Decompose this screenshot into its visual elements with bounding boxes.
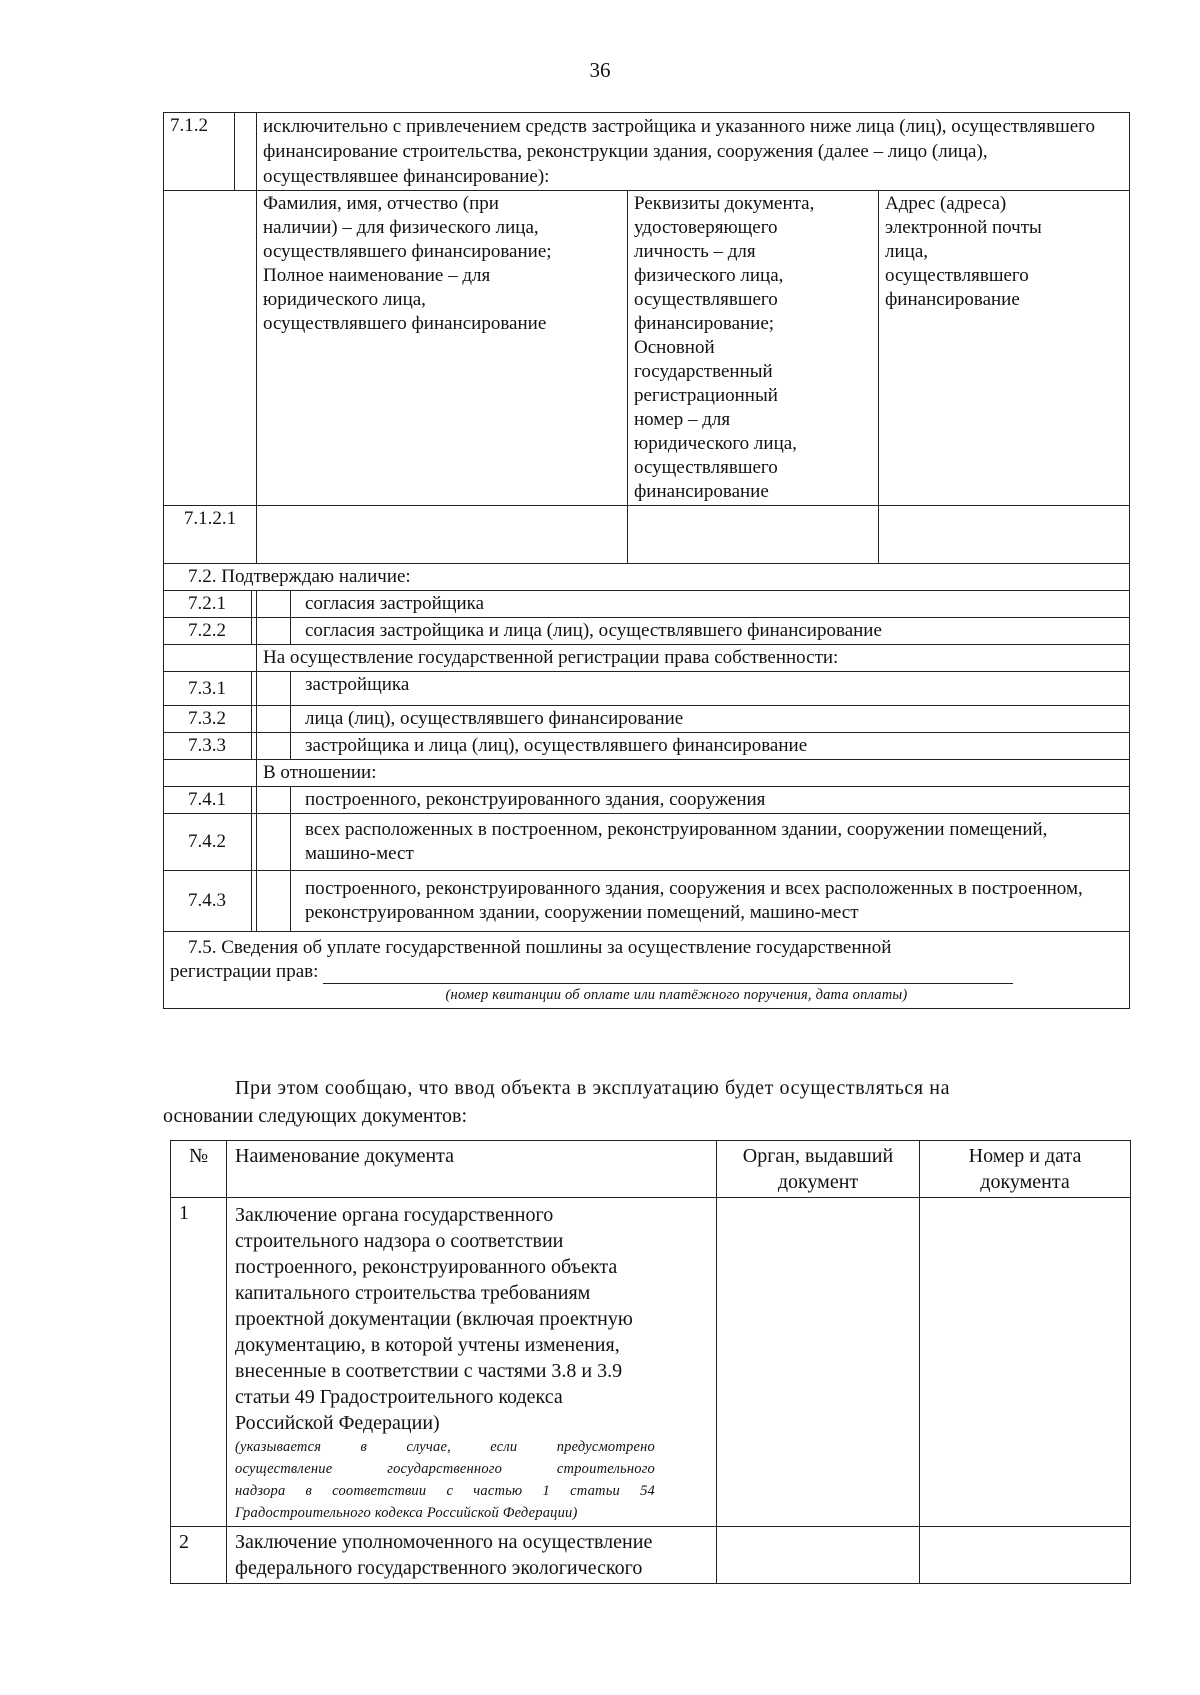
header-num: № (171, 1141, 227, 1198)
row-number: 7.1.2.1 (164, 506, 257, 564)
checkbox-cell[interactable] (251, 706, 291, 732)
row-7-1-2-1 (164, 506, 1130, 564)
document-row-2 (171, 1527, 1131, 1584)
document-name: Заключение органа государственного строительного надзора о соответствии построенного, реконструированного объекта капитального строительства требованиям проектной документации (включая проектную документацию, в которой учтены изменения, внесенные в соответствии с частями 3.8 и 3.9 статьи 49 Градостроительного кодекса Российской Федерации) (указывается в случае, если предусмотрено осуществление государственного строительного надзора в соответствии с частью 1 статьи 54 Градостроительного кодекса Российской Федерации) (227, 1198, 717, 1527)
documents-header-row (171, 1141, 1131, 1198)
documents-table (170, 1140, 1130, 1584)
note-line: надзора в соответствии с частью 1 статьи 54 (235, 1483, 655, 1499)
intro-line-1: При этом сообщаю, что ввод объекта в эксплуатацию будет осуществляться на (235, 1077, 951, 1099)
note-line: осуществление государственного строительного (235, 1461, 655, 1477)
date-input-cell[interactable] (920, 1527, 1131, 1584)
checkbox-cell[interactable] (251, 814, 291, 870)
heading-7-2 (164, 564, 1130, 591)
empty-cell (164, 191, 257, 506)
fee-label: регистрации прав: (170, 961, 319, 982)
row-7-2-1 (164, 591, 1130, 618)
col-email-header: Адрес (адреса) электронной почты лица, осуществлявшего финансирование (879, 191, 1130, 506)
row-text: согласия застройщика (257, 591, 1130, 618)
note-line: (указывается в случае, если предусмотрено (235, 1439, 655, 1455)
checkbox-cell[interactable] (251, 591, 291, 617)
row-number: 7.2.1 (164, 591, 257, 618)
checkbox-cell[interactable] (251, 618, 291, 644)
header-date: Номер и дата документа (920, 1141, 1131, 1198)
row-7-4-2 (164, 814, 1130, 871)
row-number: 7.2.2 (164, 618, 257, 645)
section-7-table (163, 112, 1129, 1009)
document-input-cell[interactable] (628, 506, 879, 564)
row-number: 7.4.3 (164, 871, 257, 932)
checkbox-cell[interactable] (251, 787, 291, 813)
checkbox-cell[interactable] (251, 871, 291, 931)
row-text: застройщика (257, 672, 1130, 706)
checkbox-cell[interactable] (251, 733, 291, 759)
row-7-3-2 (164, 706, 1130, 733)
document-name: Заключение уполномоченного на осуществление федерального государственного экологического (227, 1527, 717, 1584)
row-text: построенного, реконструированного здания, сооружения и всех расположенных в построенном, реконструированном здании, сооружении помещений, машино-мест (257, 871, 1130, 932)
row-7-2-2 (164, 618, 1130, 645)
section-heading: На осуществление государственной регистрации права собственности: (257, 645, 1130, 672)
row-number: 7.3.1 (164, 672, 257, 706)
row-number: 1 (171, 1198, 227, 1527)
col-name-header: Фамилия, имя, отчество (при наличии) – для физического лица, осуществлявшего финансирование; Полное наименование – для юридического лица, осуществлявшего финансирование (257, 191, 628, 506)
intro-line-2: основании следующих документов: (163, 1105, 467, 1127)
fee-section (164, 932, 1130, 1009)
checkbox-cell[interactable] (251, 672, 291, 705)
checkbox-cell[interactable] (235, 113, 257, 191)
heading-7-4 (164, 760, 1130, 787)
row-text: согласия застройщика и лица (лиц), осуществлявшего финансирование (257, 618, 1130, 645)
date-input-cell[interactable] (920, 1198, 1131, 1527)
email-input-cell[interactable] (879, 506, 1130, 564)
financier-header-row (164, 191, 1130, 506)
row-7-3-3 (164, 733, 1130, 760)
row-text: лица (лиц), осуществлявшего финансирование (257, 706, 1130, 733)
row-text: построенного, реконструированного здания, сооружения (257, 787, 1130, 814)
empty-cell (164, 760, 257, 787)
fee-input-line[interactable] (323, 963, 1013, 984)
empty-cell (164, 645, 257, 672)
header-org: Орган, выдавший документ (717, 1141, 920, 1198)
col-document-header: Реквизиты документа, удостоверяющего личность – для физического лица, осуществлявшего финансирование; Основной государственный регистрационный номер – для юридического лица, осуществлявшего финансирование (628, 191, 879, 506)
row-7-4-1 (164, 787, 1130, 814)
org-input-cell[interactable] (717, 1527, 920, 1584)
row-number: 7.1.2 (164, 113, 235, 191)
page-number: 36 (589, 58, 611, 82)
section-heading: В отношении: (257, 760, 1130, 787)
row-number: 7.4.2 (164, 814, 257, 871)
document-row-1 (171, 1198, 1131, 1527)
name-input-cell[interactable] (257, 506, 628, 564)
section-heading: 7.2. Подтверждаю наличие: (164, 564, 1130, 591)
fee-caption: (номер квитанции об оплате или платёжного поручения, дата оплаты) (445, 987, 908, 1003)
row-text: всех расположенных в построенном, реконструированном здании, сооружении помещений, машино-мест (257, 814, 1130, 871)
row-number: 7.4.1 (164, 787, 257, 814)
row-number: 7.3.2 (164, 706, 257, 733)
row-text: исключительно с привлечением средств застройщика и указанного ниже лица (лиц), осуществлявшего финансирование строительства, реконструкции здания, сооружения (далее – лицо (лица), осуществлявшее финансирование): (257, 113, 1130, 191)
row-text: застройщика и лица (лиц), осуществлявшего финансирование (257, 733, 1130, 760)
fee-line (170, 960, 1123, 984)
row-7-3-1 (164, 672, 1130, 706)
org-input-cell[interactable] (717, 1198, 920, 1527)
row-7-5 (164, 932, 1130, 1009)
heading-7-3 (164, 645, 1130, 672)
header-name: Наименование документа (227, 1141, 717, 1198)
note-line: Градостроительного кодекса Российской Федерации) (235, 1505, 578, 1521)
fee-heading: 7.5. Сведения об уплате государственной пошлины за осуществление государственной (188, 937, 892, 958)
row-7-4-3 (164, 871, 1130, 932)
row-7-1-2 (164, 113, 1130, 191)
row-number: 2 (171, 1527, 227, 1584)
row-number: 7.3.3 (164, 733, 257, 760)
